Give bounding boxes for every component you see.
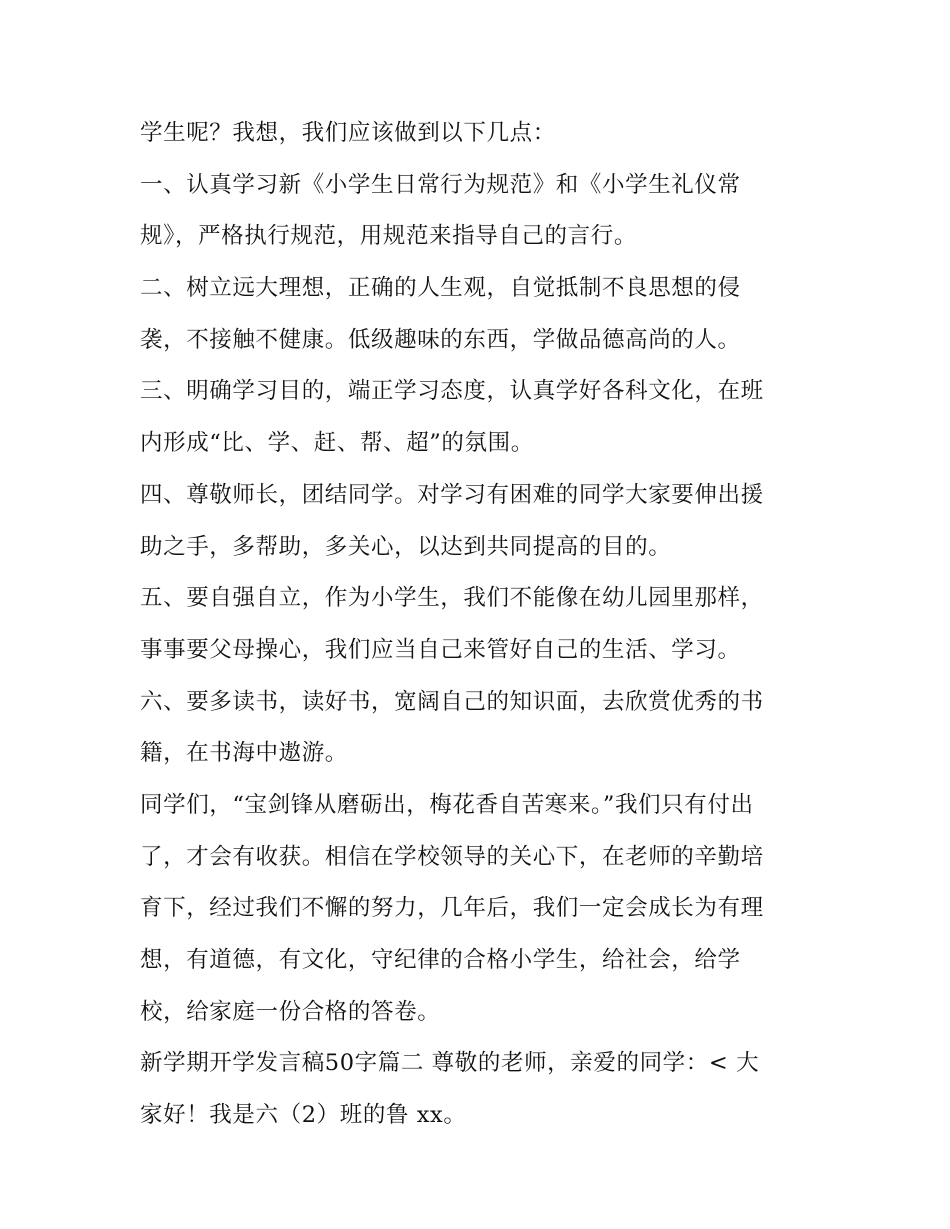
text-line: 内形成“比、学、赶、帮、超”的氛围。 [140, 430, 534, 457]
text-line: 五、要自强自立，作为小学生，我们不能像在幼儿园里那样， [140, 585, 764, 612]
text-line: 一、认真学习新《小学生日常行为规范》和《小学生礼仪常 [140, 171, 741, 198]
text-line: 助之手，多帮助，多关心，以达到共同提高的目的。 [140, 533, 672, 560]
text-line: 育下，经过我们不懈的努力，几年后，我们一定会成长为有理 [140, 895, 764, 922]
text-line: 籍，在书海中遨游。 [140, 740, 348, 767]
text-line: 六、要多读书，读好书，宽阔自己的知识面，去欣赏优秀的书 [140, 688, 764, 715]
text-line: 家好！我是六（2）班的鲁 xx。 [140, 1102, 467, 1129]
text-line: 规》，严格执行规范，用规范来指导自己的言行。 [140, 223, 637, 250]
text-line: 校，给家庭一份合格的答卷。 [140, 998, 441, 1025]
text-line: 学生呢？我想，我们应该做到以下几点： [140, 120, 556, 146]
text-line: 了，才会有收获。相信在学校领导的关心下，在老师的辛勤培 [140, 843, 764, 870]
text-line: 想，有道德，有文化，守纪律的合格小学生，给社会，给学 [140, 947, 741, 973]
document-body [140, 108, 830, 1142]
text-line: 四、尊敬师长，团结同学。对学习有困难的同学大家要伸出援 [140, 481, 764, 508]
text-line: 三、明确学习目的，端正学习态度，认真学好各科文化，在班 [140, 378, 764, 405]
text-line: 新学期开学发言稿50字篇二 尊敬的老师，亲爱的同学：< 大 [140, 1050, 760, 1077]
text-line: 同学们，“宝剑锋从磨砺出，梅花香自苦寒来。”我们只有付出 [140, 791, 754, 818]
text-line: 事事要父母操心，我们应当自己来管好自己的生活、学习。 [140, 636, 741, 663]
text-line: 二、树立远大理想，正确的人生观，自觉抵制不良思想的侵 [140, 275, 741, 302]
text-line: 袭，不接触不健康。低级趣味的东西，学做品德高尚的人。 [140, 326, 741, 353]
